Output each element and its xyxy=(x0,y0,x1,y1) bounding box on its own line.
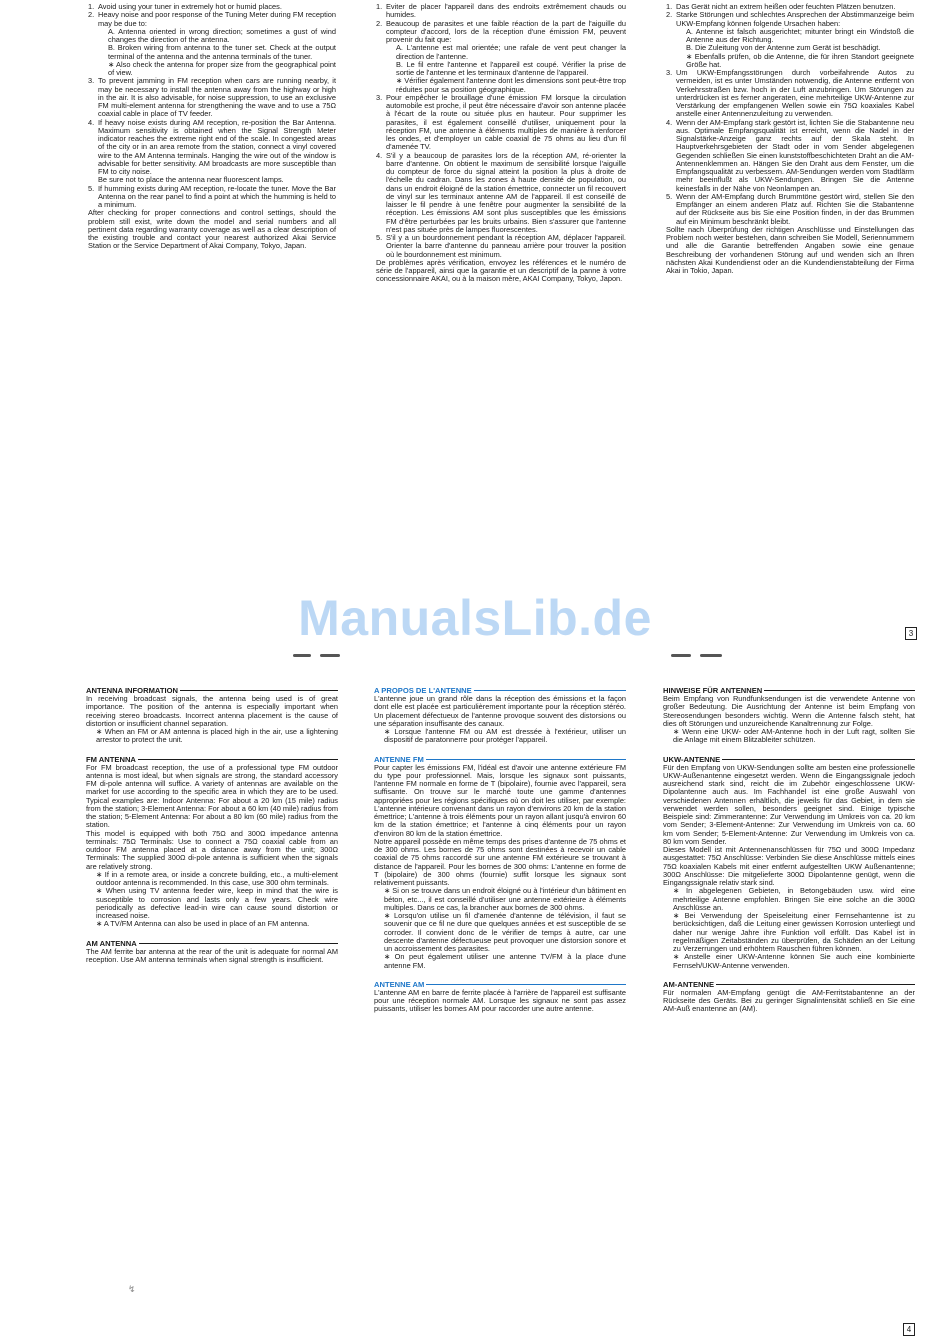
page-number: 3 xyxy=(905,627,917,640)
note: ∗ Wenn eine UKW- oder AM-Antenne hoch in der Luft ragt, sollten Sie die Anlage mit einem Blitzableiter schützen. xyxy=(673,727,915,745)
binding-mark-icon xyxy=(293,654,311,657)
list-item: 3. To prevent jamming in FM reception when cars are running nearby, it may be necessary to install the antenna away from the highway or high in the air. It is also advisable, for noise suppression, to use an exclusive FM multi-element antenna for strengthening the wave and to use a 75Ω coaxial cable in place of TV feeder. xyxy=(88,76,336,119)
watermark: ManualsLib.de xyxy=(298,590,652,646)
closing-paragraph: After checking for proper connections and control settings, should the problem still exist, write down the model and serial numbers and all pertinent data regarding warranty coverage as well as a clear description of the existing trouble and contact your nearest authorized Akai Service Station or the Service Department of Akai Company, Tokyo, Japan. xyxy=(88,208,336,251)
note: ∗ A TV/FM Antenna can also be used in place of an FM antenna. xyxy=(96,919,310,929)
sub-item: ∗ Vérifier également l'antenne dont les dimensions sont peut-être trop réduites pour sa position géographique. xyxy=(396,76,626,94)
section-am-antenne: AM-ANTENNE Für normalen AM-Empfang genügt die AM-Ferritstabantenne an der Rückseite des Geräts. Bei zu geringer Signalintensität schließ en Sie eine AM-Auß enantenne an (AM). xyxy=(663,979,915,1014)
list-item: 5. If humming exists during AM reception, re-locate the tuner. Move the Bar Antenna on the rear panel to find a point at which the humming is held to a minimum. xyxy=(88,183,336,209)
note: ∗ Si on se trouve dans un endroit éloigné ou à l'intérieur d'un bâtiment en béton, etc..., il est conseillé d'utiliser une antenne extérieure à éléments multiples. Dans ce cas, la brancher aux bornes de 300 ohms. xyxy=(384,886,626,912)
list-item: 1. Eviter de placer l'appareil dans des endroits extrêmement chauds ou humides. xyxy=(376,2,626,20)
section-heading: UKW-ANTENNE xyxy=(663,755,915,764)
note: ∗ Lorsqu'on utilise un fil d'amenée d'antenne de télévision, il faut se souvenir que ce fil ne dure que quelques années et est susceptible de se corroder. Il convient donc de le vérifier de temps à autre, car une descente d'antenne défectueuse peut provoquer une distorsion sonore et un accroissement des parasites. xyxy=(384,911,626,953)
top-column-en xyxy=(88,3,336,251)
section-heading: ANTENNA INFORMATION xyxy=(86,686,338,695)
sub-item: ∗ Ebenfalls prüfen, ob die Antenne, die für ihren Standort geeignete Größe hat. xyxy=(686,51,914,69)
note: ∗ When an FM or AM antenna is placed high in the air, use a lightening arrestor to protect the unit. xyxy=(96,727,338,745)
section-antenna-information: ANTENNA INFORMATION In receiving broadcast signals, the antenna being used is of great importance. The position of the antenna is especially important when receiving stereo broadcasts. Incorrect antenna placement is the cause of distortion or insufficient channel separation. ∗ When an FM or AM antenna is placed high in the air, use a lightening arrestor to protect the unit. xyxy=(86,686,338,745)
closing-paragraph: De problèmes après vérification, envoyez les références et le numéro de série de l'appareil, ainsi que la garantie et un descriptif de la panne à votre concessionnaire AKAI, ou à la maison mère, AKAI Company, Tokyo, Japon. xyxy=(376,257,626,284)
list-item: 2. Beaucoup de parasites et une faible réaction de la part de l'aiguille du compteur d'accord, lors de la réception d'une émission FM, peuvent provenir du fait que: A. L'antenne est mal orientée; une rafale de vent peut changer la direction de l'antenne. B. Le fil entre l'antenne et l'appareil est coupé. Vérifier la prise de sortie de l'antenne et les terminaux d'antenne de l'appareil. ∗ Vérifier également l'antenne dont les dimensions sont peut-être trop réduites pour sa position géographique. xyxy=(376,18,626,94)
bottom-column-de xyxy=(663,686,915,1014)
section-hinweise-antennen: HINWEISE FÜR ANTENNEN Beim Empfang von Rundfunksendungen ist die verwendete Antenne von großer Bedeutung. Die Ausrichtung der Antenne ist beim Empfang von Stereosendungen besonders wichtig. Wenn die Antenne falsch steht, hat dies oft Störungen und unzureichende Kanaltrennung zur Folge. ∗ Wenn eine UKW- oder AM-Antenne hoch in der Luft ragt, sollten Sie die Anlage mit einem Blitzableiter schützen. xyxy=(663,686,915,745)
sub-item: B. Le fil entre l'antenne et l'appareil est coupé. Vérifier la prise de sortie de l'antenne et les terminaux d'antenne de l'appareil. xyxy=(396,59,626,77)
list-item: 3. Um UKW-Empfangsstörungen durch vorbeifahrende Autos zu vermeiden, ist es unter Umständen notwendig, die Antenne entfernt von Verkehrsstraßen bzw. hoch in der Luft anzubringen. Um Störungen zu unterdrücken ist es ferner angeraten, eine mehrteilige UKW-Antenne zur Verstärkung der empfangenen Wellen sowie ein 75Ω koaxiales Kabel anstelle einer Antennenzuleitung zu verwenden. xyxy=(666,68,914,119)
troubleshooting-list-de xyxy=(666,3,914,226)
pen-mark-icon: ↯ xyxy=(128,1284,136,1294)
sub-item: A. Antenne ist falsch ausgerichtet; mitunter bringt ein Windstoß die Antenne aus der Richtung. xyxy=(686,26,914,44)
list-item: 5. Wenn der AM-Empfang durch Brummtöne gestört wird, stellen Sie den Empfänger an einem anderen Platz auf. Richten Sie die Stabantenne auf der Rückseite aus bis Sie eine Position finden, in der das Brummen auf ein Minimum beschränkt bleibt. xyxy=(666,191,914,226)
section-heading: AM-ANTENNE xyxy=(663,980,915,989)
section-am-antenna: AM ANTENNA The AM ferrite bar antenna at the rear of the unit is adequate for normal AM reception. Use AM antenna terminals when signal strength is insufficient. xyxy=(86,938,338,964)
section-heading: ANTENNE AM xyxy=(374,980,626,989)
list-item: 2. Starke Störungen und schlechtes Ansprechen der Abstimmanzeige beim UKW-Empfang können folgende Ursachen haben: A. Antenne ist falsch ausgerichtet; mitunter bringt ein Windstoß die Antenne aus der Richtung. B. Die Zuleitung von der Antenne zum Gerät ist beschädigt. ∗ Ebenfalls prüfen, ob die Antenne, die für ihren Standort geeignete Größe hat. xyxy=(666,10,914,69)
sub-item: B. Die Zuleitung von der Antenne zum Gerät ist beschädigt. xyxy=(686,43,881,53)
section-ukw-antenne: UKW-ANTENNE Für den Empfang von UKW-Sendungen sollte am besten eine professionelle UKW-Außenantenne eingesetzt werden. Wenn die Eingangssignale jedoch ausreichend stark sind, reicht die im Zubehör eingeschlossene UKW-Dipolantenne auch aus. Im Fachhandel ist eine große Auswahl von verschiedenen Antennen erhältlich, die jeweils für das Gebiet, in dem sie verwendet werden sollen, besonders geeignet sind. Einige typische Beispiele sind: Zimmerantenne: Zur Verwendung im Umkreis von ca. 20 km vom Sender; 3-Element-Antenne: Zur Verwendung im Umkreis von ca. 60 km vom Sender; 5-Element-Antenne: Zur Verwendung im Umkreis von ca. 80 km vom Sender. Dieses Modell ist mit Antennenanschlüssen für 75Ω und 300Ω Impedanz ausgestattet: 75Ω Anschlüsse: Verbinden Sie diese Anschlüsse mittels eines 75Ω koaxialen Kabels mit einer entfernt aufgestellten UKW Außenantenne; 300Ω Anschlüsse: Die mitgelieferte 300Ω Dipolantenne genügt, wenn die Eingangssignale relativ stark sind. ∗ In abgelegenen Gebieten, in Betongebäuden usw. wird eine mehrteilige Antenne empfohlen. Bringen Sie eine solche an die 300Ω Anschlüsse an. ∗ Bei Verwendung der Speiseleitung einer Fernsehantenne ist zu berücksichtigen, daß die Leitung einer gewissen Korrosion unterliegt und daher nur wenige Jahre ihre Funktion voll erfüllt. Das Kabel ist in regelmäßigen Zeitabständen zu überprüfen, da Schäden an der Leitung zu Verzerrungen und erhöhtem Rauschen führen können. ∗ Anstelle einer UKW-Antenne können Sie auch eine kombinierte Fernseh/UKW-Antenne verwenden. xyxy=(663,754,915,970)
bottom-column-fr xyxy=(374,686,626,1014)
sub-item: Be sure not to place the antenna near fluorescent lamps. xyxy=(98,175,284,185)
list-item: 1. Avoid using your tuner in extremely hot or humid places. xyxy=(88,2,282,11)
section-heading: ANTENNE FM xyxy=(374,755,626,764)
section-heading: HINWEISE FÜR ANTENNEN xyxy=(663,686,915,695)
note: ∗ Anstelle einer UKW-Antenne können Sie auch eine kombinierte Fernseh/UKW-Antenne verwenden. xyxy=(673,952,915,970)
section-fm-antenna: FM ANTENNA For FM broadcast reception, the use of a professional type FM outdoor antenna is most ideal, but when signals are strong, the standard accessory FM di-pole antenna will suffice. A variety of antennas are available on the market for use according to the specific area in which they are to be used. Typical examples are: Indoor Antenna: For about a 20 km (15 mile) radius from the station; 3-Element Antenna: For about a 60 km (40 mile) radius from the station; 5-Element Antenna: For about a 80 km (60 mile) radius from the station. This model is equipped with both 75Ω and 300Ω impedance antenna terminals: 75Ω Terminals: Use to connect a 75Ω coaxial cable from an outdoor FM antenna placed at a distance away from the unit; 300Ω Terminals: The supplied 300Ω di-pole antenna is sufficient when the signals are relatively strong. ∗ If in a remote area, or inside a concrete building, etc., a multi-element outdoor antenna is recommended. In this case, use 300 ohm terminals. ∗ When using TV antenna feeder wire, keep in mind that the wire is susceptible to corrosion and lasts only a few years. Check wire periodically as defective lead-in wire can cause sound distortion or increased noise. ∗ A TV/FM Antenna can also be used in place of an FM antenna. xyxy=(86,754,338,929)
note: ∗ On peut également utiliser une antenne TV/FM à la place d'une antenne FM. xyxy=(384,952,626,970)
section-antenne-fm: ANTENNE FM Pour capter les émissions FM, l'idéal est d'avoir une antenne extérieure FM du type pour professionnel. Mais, lorsque les signaux sont puissants, l'antenne FM normale en forme de T (bipolaire), fournie avec l'appareil, sera suffisante. On trouve sur le marché toute une gamme d'antennes appropriées pour les régions spécifiques où on doit les utiliser, par exemple: L'antenne intérieure convenant dans un rayon d'environs 20 km de la station émettrice; L'antenne à trois éléments pour un rayon allant jusqu'à environ 60 km de la station émettrice; et l'antenne à cinq éléments pour un rayon d'environ 80 km de la station émettrice. Notre appareil possède en même temps des prises d'antenne de 75 ohms et de 300 ohms. Les bornes de 75 ohms sont destinées à recevoir un cable coaxial de 75 ohms raccordé sur une antenne FM extérieure se trouvant à distance de l'appareil. Pour les bornes de 300 ohms: L'antenne en forme de T (bipolaire) de 300 ohms (fournie) suffit lorsque les signaux sont relativement puissants. ∗ Si on se trouve dans un endroit éloigné ou à l'intérieur d'un bâtiment en béton, etc..., il est conseillé d'utiliser une antenne extérieure à éléments multiples. Dans ce cas, la brancher aux bornes de 300 ohms. ∗ Lorsqu'on utilise un fil d'amenée d'antenne de télévision, il faut se souvenir que ce fil ne dure que quelques années et est susceptible de se corroder. Il convient donc de le vérifier de temps à autre, car une descente d'antenne défectueuse peut provoquer une distorsion sonore et un accroissement des parasites. ∗ On peut également utiliser une antenne TV/FM à la place d'une antenne FM. xyxy=(374,754,626,970)
bottom-column-en xyxy=(86,686,338,964)
binding-mark-icon xyxy=(671,654,691,657)
section-a-propos-antenne: A PROPOS DE L'ANTENNE L'antenne joue un grand rôle dans la réception des émissions et la façon dont elle est placée est particulièrement importante pour la réception stéréo. Un placement défectueux de l'antenne provoque souvent des distorsions ou une séparation insuffisante des canaux. ∗ Lorsque l'antenne FM ou AM est dressée à l'extérieur, utiliser un dispositif de paratonnerre pour protéger l'appareil. xyxy=(374,686,626,745)
section-heading: FM ANTENNA xyxy=(86,755,338,764)
section-antenne-am: ANTENNE AM L'antenne AM en barre de ferrite placée à l'arrière de l'appareil est suffisante pour une réception normale AM. Lorsque les signaux ne sont pas assez puissants, utiliser les bornes AM pour raccorder une autre antenne. xyxy=(374,979,626,1014)
list-item: 5. S'il y a un bourdonnement pendant la réception AM, déplacer l'appareil. Orienter la barre d'antenne du panneau arrière pour trouver la position où le bourdonnement est minimum. xyxy=(376,233,626,259)
sub-item: A. L'antenne est mal orientée; une rafale de vent peut changer la direction de l'antenne. xyxy=(396,43,626,61)
top-column-de xyxy=(666,3,914,275)
list-item: 4. If heavy noise exists during AM reception, re-position the Bar Antenna. Maximum sensitivity is obtained when the Signal Strength Meter indicator reaches the extreme right end of the scale. In congested areas of the city or in an area remote from the station, connect a vinyl covered wire to the AM Antenna terminals. Hanging the wire out of the window is advisable for better sensitivity. AM broadcasts are more susceptible than FM to city noise. Be sure not to place the antenna near fluorescent lamps. xyxy=(88,117,336,185)
binding-mark-icon xyxy=(700,654,722,657)
sub-item: A. Antenna oriented in wrong direction; sometimes a gust of wind changes the direction of the antenna. xyxy=(108,26,336,44)
note: ∗ In abgelegenen Gebieten, in Betongebäuden usw. wird eine mehrteilige Antenne empfohlen. Bringen Sie eine solche an die 300Ω Anschlüsse an. xyxy=(673,886,915,912)
closing-paragraph: Sollte nach Überprüfung der richtigen Anschlüsse und Einstellungen das Problem noch weiter bestehen, dann schreiben Sie Modell, Seriennummern und alle die Garantie betreffenden Angaben sowie eine genaue Beschreibung der vorhandenen Störung auf und wenden sich an Ihren nächsten Akai Kundendienst oder an die Kundendienstabteilung der Firma Akai in Tokio, Japan. xyxy=(666,224,914,275)
list-item: 4. S'il y a beaucoup de parasites lors de la réception AM, ré-orienter la barre d'antenne. On obtient le maximum de sensibilité lorsque l'aiguille du compteur de force du signal atteint la position la plus à droite de l'échelle du cadran. Dans les zones à haute densité de population, ou dans un endroit éloigné de la station émettrice, connecter un fil recouvert de vinyl sur les terminaux antenne AM de l'appareil. Il est conseillé de laisser le fil pendre à une fenêtre pour augmenter la sensibilité de la réception. Les émissions AM sont plus susceptibles que les émissions FM d'être perturbées par les bruits urbains. Bien s'assurer que l'antenne n'est pas située près de lampes fluorescentes. xyxy=(376,150,626,234)
troubleshooting-list-en xyxy=(88,3,336,209)
list-item: 1. Das Gerät nicht an extrem heißen oder feuchten Plätzen benutzen. xyxy=(666,2,896,11)
note: ∗ When using TV antenna feeder wire, keep in mind that the wire is susceptible to corrosion and lasts only a few years. Check wire periodically as defective lead-in wire can cause sound distortion or increased noise. xyxy=(96,886,338,920)
list-item: 2. Heavy noise and poor response of the Tuning Meter during FM reception may be due to: A. Antenna oriented in wrong direction; sometimes a gust of wind changes the direction of the antenna. B. Broken wiring from antenna to the tuner set. Check at the output terminal of the antenna and the antenna terminals of the tuner. ∗ Also check the antenna for proper size from the geographical point of view. xyxy=(88,10,336,77)
top-column-fr xyxy=(376,3,626,284)
troubleshooting-list-fr xyxy=(376,3,626,259)
sub-item: ∗ Also check the antenna for proper size from the geographical point of view. xyxy=(108,59,336,77)
page-number: 4 xyxy=(903,1323,915,1336)
note: ∗ Bei Verwendung der Speiseleitung einer Fernsehantenne ist zu berücksichtigen, daß die Leitung einer gewissen Korrosion unterliegt und daher nur wenige Jahre ihre Funktion voll erfüllt. Das Kabel ist in regelmäßigen Zeitabständen zu überprüfen, da Schäden an der Leitung zu Verzerrungen und erhöhtem Rauschen führen können. xyxy=(673,911,915,953)
list-item: 4. Wenn der AM-Empfang stark gestört ist, lichten Sie die Stabantenne neu aus. Optimale Empfangsqualität ist erreicht, wenn die Nadel in der Signalstärke-Anzeige ganz rechts auf der Skala steht. In Hauptverkehrsgebieten der Stadt oder in vom Sender abgelegenen Gegenden schließen Sie einen kunststoffbeschichteten Draht an die AM-Antennenklemmen an. Hängen Sie den Draht aus dem Fenster, um die Empfangsqualität zu verbessern. AM-Sendungen werden vom Stadtlärm mehr beeinflußt als UKW-Sendungen. Bringen Sie die Antenne keinesfalls in der Nähe von Neonlampen an. xyxy=(666,117,914,193)
list-item: 3. Pour empêcher le brouillage d'une émission FM lorsque la circulation automobile est proche, il peut être nécessaire d'avoir son antenne placée à l'écart de la route ou située plus en hauteur. Pour supprimer les parasites, il est également conseillé d'utiliser, uniquement pour la réception FM, une antenne à éléments multiples de manière à renforcer les ondes, et d'employer un cable coaxial de 75 ohms au lieu d'un fil d'amenée TV. xyxy=(376,92,626,152)
note: ∗ Lorsque l'antenne FM ou AM est dressée à l'extérieur, utiliser un dispositif de paratonnerre pour protéger l'appareil. xyxy=(384,727,626,745)
sub-item: B. Broken wiring from antenna to the tuner set. Check at the output terminal of the antenna and the antenna terminals of the tuner. xyxy=(108,43,336,61)
section-heading: AM ANTENNA xyxy=(86,939,338,948)
note: ∗ If in a remote area, or inside a concrete building, etc., a multi-element outdoor antenna is recommended. In this case, use 300 ohm terminals. xyxy=(96,869,338,887)
binding-mark-icon xyxy=(320,654,340,657)
section-heading: A PROPOS DE L'ANTENNE xyxy=(374,686,626,695)
